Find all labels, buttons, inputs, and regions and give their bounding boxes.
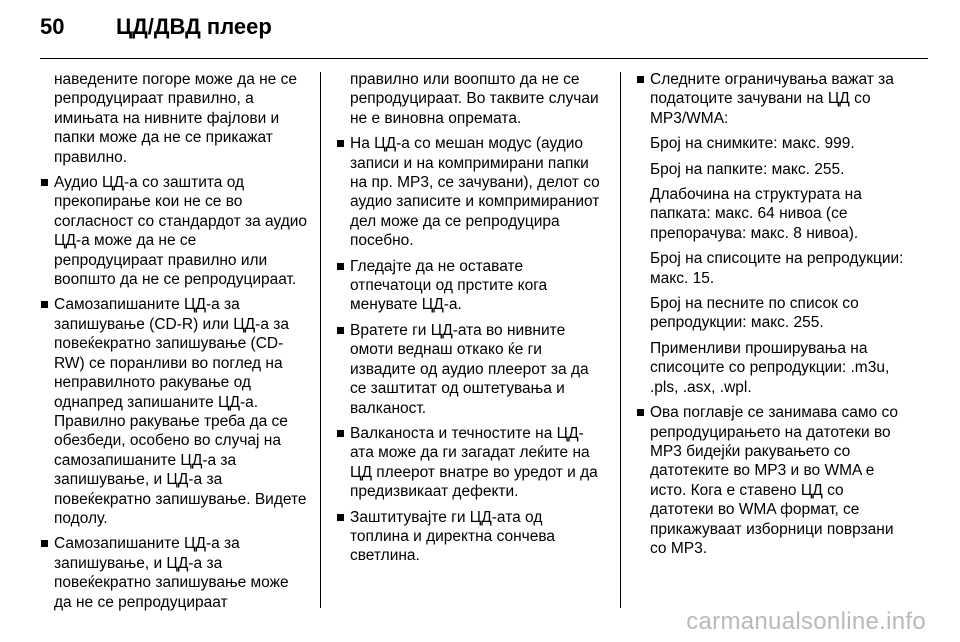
header-divider	[40, 58, 928, 59]
bullet-item: Валканоста и течностите на ЦД-ата може да ги загадат леќите на ЦД плеерот внатре во уредот и да предизвикаат дефекти.	[350, 424, 604, 502]
paragraph: правилно или воопшто да не се репродуцираат. Во таквите случаи не е виновна опремата.	[350, 71, 599, 127]
limit-line: Број на папките: макс. 255.	[650, 160, 845, 178]
limit-line: Длабочина на структурата на папката: макс. 64 нивоа (се препорачува: макс. 8 нивоа).	[650, 186, 862, 242]
watermark: carmanualsonline.info	[686, 608, 926, 635]
bullet-item: Самозапишаните ЦД-а за запишување, и ЦД-а за повеќекратно запишување може да не се репродуцираат	[54, 534, 310, 612]
bullet-item: Самозапишаните ЦД-а за запишување (CD-R) или ЦД-а за повеќекратно запишување (CD-RW) се поранливи во поглед на неправилното ракување од однапред запишаните ЦД-а. Правилно ракување треба да се обезбеди, особено во случај на самозапишаните ЦД-а за запишување, и ЦД-а за повеќекратно запишување. Видете подолу.	[54, 295, 310, 528]
paragraph: наведените погоре може да не се репродуцираат правилно, а имињата на нивните фајлови и папки може да не се прикажат правилно.	[54, 71, 297, 166]
limit-line: Број на песните по список со репродукции: макс. 255.	[650, 295, 859, 332]
bullet-item: Ова поглавје се занимава само со репродуцирањето на датотеки во MP3 бидејќи ракувањето со датотеките во MP3 и во WMA е исто. Кога е ставено ЦД со датотеки во WMA формат, се прикажуваат изборници поврзани со MP3.	[650, 403, 908, 558]
column-divider	[620, 72, 621, 608]
bullet-item: Аудио ЦД-а со заштита од прекопирање кои не се во согласност со стандардот за аудио ЦД-а може да не се репродуцираат правилно или воопшто да не се репродуцираат.	[54, 173, 310, 289]
bullet-item: Вратете ги ЦД-ата во нивните омоти веднаш откако ќе ги извадите од аудио плеерот за да се заштитат од оштетувања и валканост.	[350, 321, 604, 418]
bullet-item: На ЦД-а со мешан модус (аудио записи и на компримирани папки на пр. MP3, се зачувани), делот со аудио записите и компримираниот дел може да се репродуцира посебно.	[350, 134, 604, 250]
page-title: ЦД/ДВД плеер	[116, 14, 272, 39]
limit-line: Број на списоците на репродукции: макс. 15.	[650, 250, 904, 287]
text-column-3	[636, 70, 908, 564]
limit-line: Број на снимките: макс. 999.	[650, 135, 855, 153]
text-column-1	[40, 70, 310, 618]
limit-line: Применливи проширувања на списоците со репродукции: .m3u, .pls, .asx, .wpl.	[650, 339, 890, 396]
bullet-item: Следните ограничувања важат за податоците зачувани на ЦД со MP3/WMA:	[650, 70, 908, 128]
bullet-item: Заштитувајте ги ЦД-ата од топлина и директна сончева светлина.	[350, 508, 604, 566]
page-header	[40, 14, 272, 50]
column-divider	[320, 72, 321, 608]
page-number: 50	[40, 14, 65, 39]
text-column-2	[336, 70, 604, 572]
bullet-item: Гледајте да не оставате отпечатоци од прстите кога менувате ЦД-а.	[350, 257, 604, 315]
